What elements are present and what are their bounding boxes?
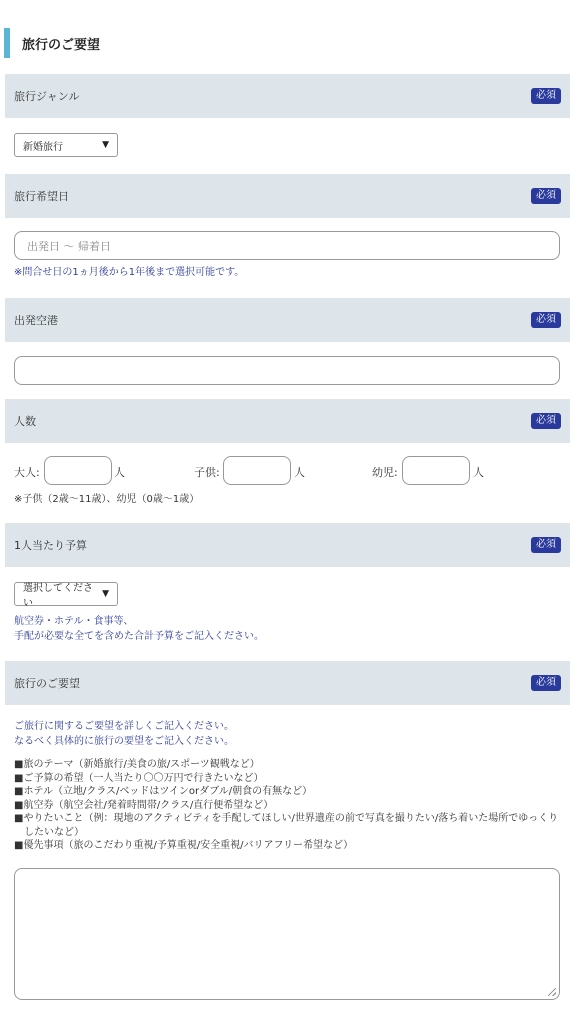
genre-selected-value: 新婚旅行 [23,141,63,153]
list-item: ■優先事項（旅のこだわり重視/予算重視/安全重視/バリアフリー希望など） [14,840,354,851]
chevron-down-icon: ▼ [102,589,109,599]
required-badge: 必須 [531,537,561,553]
section-header-budget [5,523,570,567]
airport-label: 出発空港 [14,314,58,327]
chevron-down-icon: ▼ [102,140,109,150]
section-header-date [5,174,570,218]
section-header-people [5,399,570,443]
section-header-airport [5,298,570,342]
child-count-input[interactable] [223,456,291,485]
request-note-1: ご旅行に関するご要望を詳しくご記入ください。 [14,721,234,732]
people-inputs-row [14,456,560,486]
budget-label: 1人当たり予算 [14,539,87,552]
list-item: ■航空券（航空会社/発着時間帯/クラス/直行便希望など） [14,799,274,811]
adult-unit: 人 [114,466,125,479]
infant-unit: 人 [473,466,484,479]
genre-select[interactable] [14,133,118,157]
budget-selected-value: 選択してください [23,583,93,609]
page-title-block [4,28,100,58]
budget-note-1: 航空券・ホテル・食事等、 [14,616,134,627]
required-badge: 必須 [531,312,561,328]
genre-label: 旅行ジャンル [14,90,80,103]
request-textarea[interactable] [14,868,560,1000]
request-label: 旅行のご要望 [14,677,80,690]
section-header-request [5,661,570,705]
infant-label: 幼児: [372,466,398,479]
list-item: ■ご予算の希望（一人当たり〇〇万円で行きたいなど） [14,772,264,784]
child-unit: 人 [294,466,305,479]
request-guideline-list [14,758,566,853]
required-badge: 必須 [531,675,561,691]
list-item: ■ホテル（立地/クラス/ベッドはツインorダブル/朝食の有無など） [14,786,313,797]
date-range-placeholder: 出発日 〜 帰着日 [27,239,111,253]
required-badge: 必須 [531,413,561,429]
people-note: ※子供（2歳〜11歳）、幼児（0歳〜1歳） [14,494,200,505]
adult-count-input[interactable] [44,456,112,485]
adult-label: 大人: [14,466,40,479]
resize-handle-icon[interactable] [548,988,556,996]
required-badge: 必須 [531,188,561,204]
section-header-genre [5,74,570,118]
budget-select[interactable] [14,582,118,609]
budget-note-2: 手配が必要な全てを含めた合計予算をご記入ください。 [14,631,264,642]
list-item: ■旅のテーマ（新婚旅行/美食の旅/スポーツ観戦など） [14,759,260,770]
date-range-input[interactable] [14,231,560,260]
list-item: ■やりたいこと（例：現地のアクティビティを手配してほしい/世界遺産の前で写真を撮りたい/落ち着いた場所でゆっくり [14,813,559,824]
page-title: 旅行のご要望 [22,37,101,53]
date-note: ※問合せ日の1ヵ月後から1年後まで選択可能です。 [14,267,245,278]
child-label: 子供: [194,466,220,479]
required-badge: 必須 [531,88,561,104]
list-item-continuation: したいなど） [24,826,84,838]
date-label: 旅行希望日 [14,190,69,203]
airport-input[interactable] [14,356,560,385]
title-accent-bar [4,28,10,58]
infant-count-input[interactable] [402,456,470,485]
people-label: 人数 [14,415,36,428]
request-note-2: なるべく具体的に旅行の要望をご記入ください。 [14,736,234,747]
